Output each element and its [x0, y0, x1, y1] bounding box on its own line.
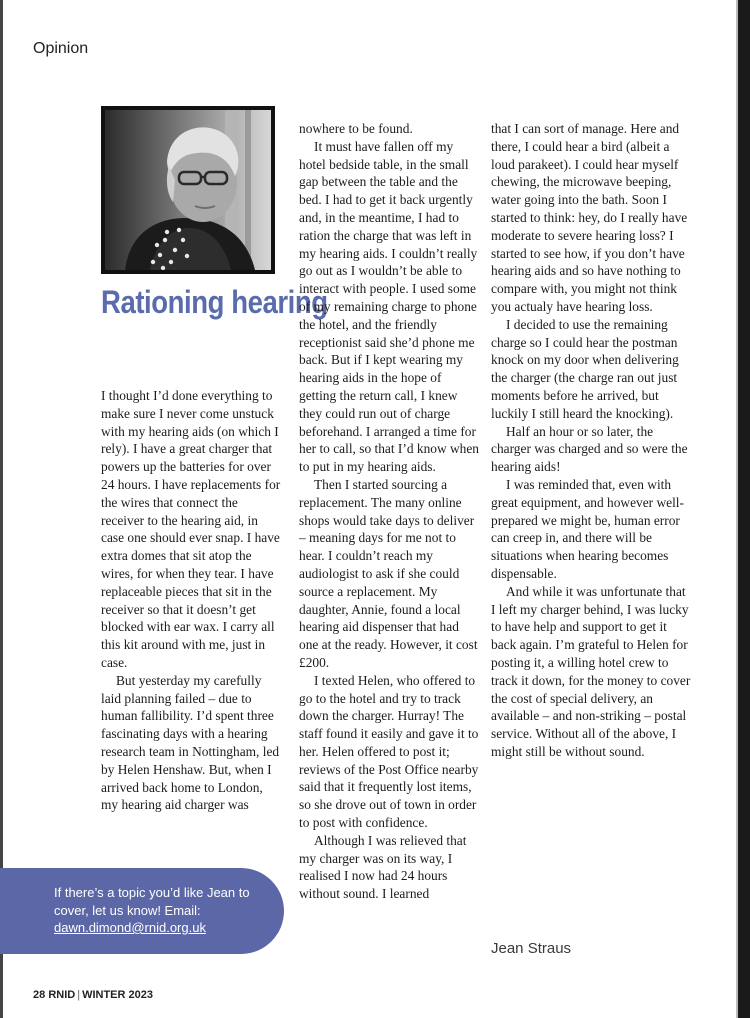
section-label: Opinion	[33, 40, 89, 57]
paragraph: Then I started sourcing a replacement. The many online shops would take days to deliver – meaning days for me not to hear. I couldn’t reach my audiologist to ask if she could source a replacement. My daughter, Annie, found a local hearing aid dispenser that had one at the ready. However, it cost £200.	[299, 476, 478, 670]
page-number: 28	[33, 989, 46, 1001]
paragraph: But yesterday my carefully laid planning failed – due to human fallibility. I’d spent three fascinating days with a hearing research team in Nottingham, led by Helen Henshaw. But, when I arrived back home to London, my hearing aid charger was	[101, 672, 280, 813]
brand-name: RNID	[48, 989, 76, 1001]
paragraph: Although I was relieved that my charger was on its way, I realised I now had 24 hours without sound. I learned	[299, 832, 467, 902]
paragraph: I decided to use the remaining charge so I could hear the postman knock on my door when delivering the charger (the charge ran out just moments before he arrived, but luckily I still heard the knocking).	[491, 316, 679, 421]
article-title: Rationing hearing	[101, 284, 328, 320]
paragraph: Half an hour or so later, the charger was charged and so were the hearing aids!	[491, 423, 688, 475]
portrait-photo-icon	[105, 110, 271, 270]
author-signoff: Jean Straus	[491, 940, 572, 957]
page-gutter	[738, 0, 750, 1018]
text-column-2	[299, 120, 479, 903]
paragraph: I was reminded that, even with great equipment, and however well-prepared we might be, human error can creep in, and there will be situations when hearing becomes dispensable.	[491, 476, 684, 581]
paragraph: I thought I’d done everything to make sure I never come unstuck with my hearing aids (on which I rely). I have a great charger that powers up the batteries for over 24 hours. I have replacements for the wires that connect the receiver to the hearing aid, in case one should ever snap. I have extra domes that sit atop the wires, for when they tear. I have replaceable pieces that sit in the receiver so that it doesn’t get blocked with ear wax. I carry all this kit around with me, just in case.	[101, 388, 281, 670]
page-footer	[33, 989, 153, 1001]
portrait-photo	[101, 106, 275, 274]
issue-label: WINTER 2023	[82, 989, 153, 1001]
email-link[interactable]: dawn.dimond@rnid.org.uk	[54, 920, 206, 935]
paragraph: that I can sort of manage. Here and there, I could hear a bird (albeit a loud parakeet). I could hear myself chewing, the microwave beeping, water going into the bath. Soon I started to think: hey, do I really have moderate to severe hearing loss? I started to see how, if you don’t have hearing aids and so have nothing to compare with, you might not think you actualy have hearing loss.	[491, 121, 688, 314]
contact-callout	[0, 868, 284, 954]
paragraph: I texted Helen, who offered to go to the hotel and try to track down the charger. Hurray! The staff found it easily and gave it to her. Helen offered to post it; reviews of the Post Office nearby said that it frequently lost items, so she drove out of town in order to post with confidence.	[299, 672, 479, 831]
footer-divider: |	[77, 989, 81, 1001]
text-column-3	[491, 120, 691, 761]
text-column-1	[101, 387, 281, 814]
left-page-edge	[0, 0, 3, 1018]
paragraph: nowhere to be found.	[299, 121, 413, 136]
paragraph: And while it was unfortunate that I left my charger behind, I was lucky to have help and support to get it back again. I’m grateful to Helen for posting it, a willing hotel crew to track it down, for the money to cover the cost of special delivery, an available – and non-striking – postal service. Without all of the above, I might still be without sound.	[491, 583, 691, 759]
callout-text: If there’s a topic you’d like Jean to cover, let us know! Email:	[54, 885, 250, 918]
paragraph: It must have fallen off my hotel bedside table, in the small gap between the table and the bed. I had to get it back urgently and, in the meantime, I had to ration the charge that was left in my hearing aids. I couldn’t really go out as I wouldn’t be able to interact with people. I used some of my remaining charge to phone the hotel, and the friendly receptionist said she’d phone me back. But if I kept wearing my hearing aids in the hope of getting the return call, I knew they could run out of charge beforehand. I arranged a time for her to call, so that I’d know when to put in my hearing aids.	[299, 138, 479, 475]
